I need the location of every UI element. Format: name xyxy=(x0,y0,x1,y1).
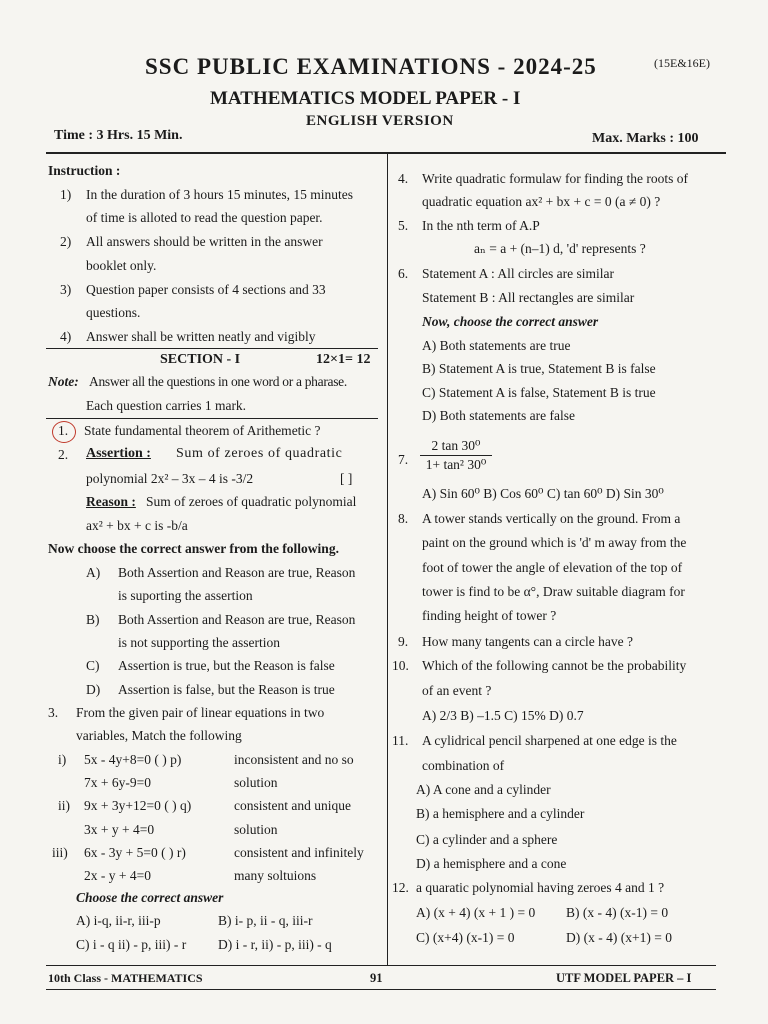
footer-paper-label: UTF MODEL PAPER – I xyxy=(556,971,692,985)
option-label: C) xyxy=(86,658,100,673)
option-text: A) A cone and a cylinder xyxy=(416,782,551,797)
question-text: State fundamental theorem of Arithemetic ? xyxy=(84,423,321,438)
assertion-text: Sum of zeroes of quadratic xyxy=(176,446,343,461)
question-number: 8. xyxy=(398,511,409,526)
question-text: A tower stands vertically on the ground. From a xyxy=(422,511,681,526)
column-divider xyxy=(387,153,388,965)
question-number: 5. xyxy=(398,218,409,233)
question-text: quadratic equation ax² + bx + c = 0 (a ≠ 0) ? xyxy=(422,194,661,209)
instruction-num: 3) xyxy=(60,282,72,297)
option-text: C) i - q ii) - p, iii) - r xyxy=(76,937,187,952)
option-text: A) Both statements are true xyxy=(422,338,571,353)
instruction-num: 1) xyxy=(60,187,72,202)
fraction-expression xyxy=(420,438,492,473)
match-equation: 7x + 6y-9=0 xyxy=(84,775,151,790)
option-text: B) (x - 4) (x-1) = 0 xyxy=(566,905,669,920)
max-marks-label: Max. Marks : 100 xyxy=(592,131,699,146)
option-label: B) xyxy=(86,612,100,627)
instruction-text: All answers should be written in the answer xyxy=(86,234,323,249)
question-number: 11. xyxy=(392,733,409,748)
question-text: In the nth term of A.P xyxy=(422,218,540,233)
match-description: solution xyxy=(234,775,278,790)
question-text: foot of tower the angle of elevation of the top of xyxy=(422,560,683,575)
page-number: 91 xyxy=(370,971,383,985)
match-description: consistent and infinitely xyxy=(234,845,364,860)
instruction-text: Question paper consists of 4 sections and 33 xyxy=(86,282,326,297)
option-label: D) xyxy=(86,682,101,697)
option-text: A) i-q, ii-r, iii-p xyxy=(76,913,161,928)
instruction-text: booklet only. xyxy=(86,258,157,273)
choose-instruction: Now, choose the correct answer xyxy=(422,314,599,329)
question-text: Write quadratic formulaw for finding the roots of xyxy=(422,171,688,186)
question-text: tower is find to be α°, Draw suitable diagram for xyxy=(422,584,685,599)
option-text: B) i- p, ii - q, iii-r xyxy=(218,913,313,928)
instructions-divider xyxy=(46,348,378,349)
option-text: C) a cylinder and a sphere xyxy=(416,832,558,847)
assertion-label: Assertion : xyxy=(86,446,151,461)
option-text: Both Assertion and Reason are true, Reason xyxy=(118,612,356,627)
statement-a: Statement A : All circles are similar xyxy=(422,266,614,281)
match-description: inconsistent and no so xyxy=(234,752,354,767)
note-divider xyxy=(46,418,378,419)
section-title: SECTION - I xyxy=(160,352,241,367)
option-text: A) 2/3 B) –1.5 C) 15% D) 0.7 xyxy=(422,708,584,723)
fraction-bar xyxy=(420,455,492,456)
paper-version: ENGLISH VERSION xyxy=(306,113,454,129)
exam-title: SSC PUBLIC EXAMINATIONS - 2024-25 xyxy=(145,54,597,79)
option-label: A) xyxy=(86,565,101,580)
instruction-text: In the duration of 3 hours 15 minutes, 15 minutes xyxy=(86,187,353,202)
option-text: A) Sin 60⁰ B) Cos 60⁰ C) tan 60⁰ D) Sin 30⁰ xyxy=(422,486,664,501)
instruction-text: Answer shall be written neatly and vigibly xyxy=(86,329,316,344)
question-number: 6. xyxy=(398,266,409,281)
option-text: B) a hemisphere and a cylinder xyxy=(416,806,585,821)
section-marks: 12×1= 12 xyxy=(316,352,371,367)
question-text: a quaratic polynomial having zeroes 4 and 1 ? xyxy=(416,880,665,895)
option-text: A) (x + 4) (x + 1 ) = 0 xyxy=(416,905,536,920)
question-text: of an event ? xyxy=(422,683,492,698)
question-text: How many tangents can a circle have ? xyxy=(422,634,634,649)
option-text: C) (x+4) (x-1) = 0 xyxy=(416,930,515,945)
question-number: 12. xyxy=(392,880,409,895)
question-number: 2. xyxy=(58,447,69,462)
question-number: 10. xyxy=(392,658,409,673)
choose-instruction: Choose the correct answer xyxy=(76,890,224,905)
time-label: Time : 3 Hrs. 15 Min. xyxy=(54,128,183,143)
match-equation: 9x + 3y+12=0 ( ) q) xyxy=(84,798,192,813)
option-text: is suporting the assertion xyxy=(118,588,253,603)
question-number: 3. xyxy=(48,705,59,720)
question-text: From the given pair of linear equations in two xyxy=(76,705,325,720)
fraction-numerator: 2 tan 30⁰ xyxy=(431,438,481,453)
question-text: variables, Match the following xyxy=(76,728,242,743)
match-roman: iii) xyxy=(52,845,68,860)
question-text: aₙ = a + (n–1) d, 'd' represents ? xyxy=(474,241,646,256)
instruction-num: 2) xyxy=(60,234,72,249)
instruction-text: questions. xyxy=(86,305,141,320)
option-text: C) Statement A is false, Statement B is true xyxy=(422,385,656,400)
question-text: combination of xyxy=(422,758,505,773)
header-divider xyxy=(46,152,726,154)
option-text: D) (x - 4) (x+1) = 0 xyxy=(566,930,672,945)
answer-bracket: [ ] xyxy=(340,471,353,486)
footer-divider xyxy=(46,965,716,966)
assertion-text: polynomial 2x² – 3x – 4 is -3/2 xyxy=(86,471,254,486)
note-text: Each question carries 1 mark. xyxy=(86,398,247,413)
reason-text: ax² + bx + c is -b/a xyxy=(86,518,188,533)
instruction-num: 4) xyxy=(60,329,72,344)
footer-class-label: 10th Class - MATHEMATICS xyxy=(48,971,203,985)
option-text: D) a hemisphere and a cone xyxy=(416,856,567,871)
note-label: Note: xyxy=(48,374,79,389)
option-text: Assertion is true, but the Reason is false xyxy=(118,658,335,673)
note-text: Answer all the questions in one word or a pharase. xyxy=(89,374,347,389)
option-text: Both Assertion and Reason are true, Reason xyxy=(118,565,356,580)
question-number: 7. xyxy=(398,452,409,467)
match-roman: i) xyxy=(58,752,67,767)
question-number: 9. xyxy=(398,634,409,649)
reason-text: Sum of zeroes of quadratic polynomial xyxy=(146,494,357,509)
question-number: 1. xyxy=(58,423,69,438)
match-roman: ii) xyxy=(58,798,70,813)
fraction-denominator: 1+ tan² 30⁰ xyxy=(425,457,487,472)
choose-instruction: Now choose the correct answer from the following. xyxy=(48,541,339,556)
match-equation: 6x - 3y + 5=0 ( ) r) xyxy=(84,845,186,860)
option-text: D) i - r, ii) - p, iii) - q xyxy=(218,937,332,952)
match-equation: 2x - y + 4=0 xyxy=(84,868,151,883)
instruction-text: of time is alloted to read the question paper. xyxy=(86,210,323,225)
match-equation: 5x - 4y+8=0 ( ) p) xyxy=(84,752,182,767)
option-text: Assertion is false, but the Reason is true xyxy=(118,682,335,697)
footer-bottom-line xyxy=(46,989,716,990)
option-text: D) Both statements are false xyxy=(422,408,575,423)
match-description: consistent and unique xyxy=(234,798,351,813)
question-text: paint on the ground which is 'd' m away from the xyxy=(422,535,687,550)
option-text: is not supporting the assertion xyxy=(118,635,280,650)
question-text: finding height of tower ? xyxy=(422,608,557,623)
question-number: 4. xyxy=(398,171,409,186)
option-text: B) Statement A is true, Statement B is false xyxy=(422,361,656,376)
question-text: A cylidrical pencil sharpened at one edge is the xyxy=(422,733,677,748)
instructions-heading: Instruction : xyxy=(48,163,121,178)
match-description: many soltuions xyxy=(234,868,317,883)
question-text: Which of the following cannot be the probability xyxy=(422,658,687,673)
match-description: solution xyxy=(234,822,278,837)
reason-label: Reason : xyxy=(86,494,136,509)
paper-code: (15E&16E) xyxy=(654,56,710,70)
match-equation: 3x + y + 4=0 xyxy=(84,822,155,837)
statement-b: Statement B : All rectangles are similar xyxy=(422,290,635,305)
paper-subtitle: MATHEMATICS MODEL PAPER - I xyxy=(210,88,521,109)
